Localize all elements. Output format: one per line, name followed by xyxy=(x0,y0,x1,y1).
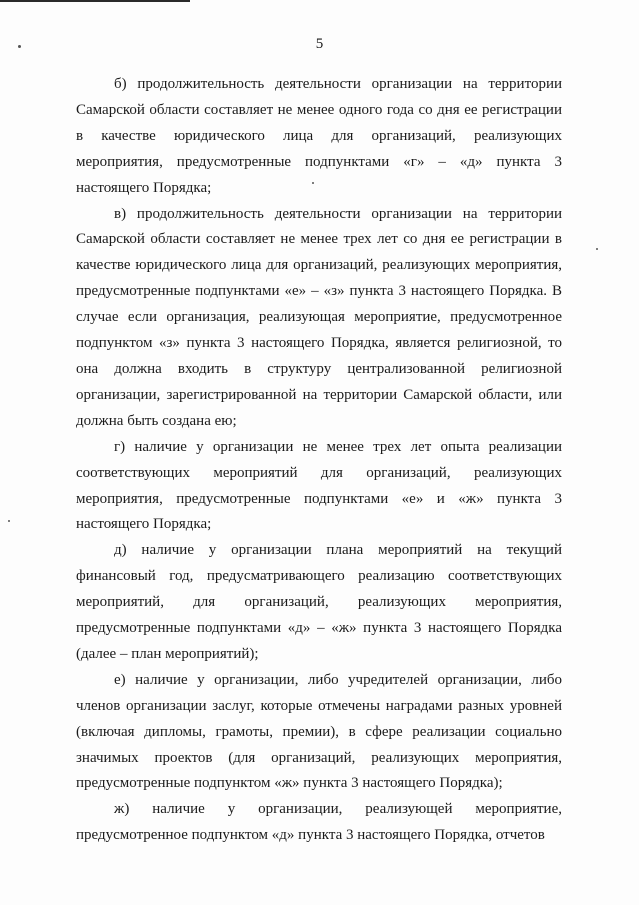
scan-speck xyxy=(8,520,10,522)
paragraph-g: г) наличие у организации не менее трех лет опыта реализации соответствующих мероприятий для организаций, реализующих мероприятия, предусмотренные подпунктами «е» и «ж» пункта 3 настоящего Порядка; xyxy=(76,438,562,533)
paragraph-d: д) наличие у организации плана мероприятий на текущий финансовый год, предусматривающего реализацию соответствующих мероприятий, для организаций, реализующих мероприятия, предусмотренные подпунктами «д» – «ж» пункта 3 настоящего Порядка (далее – план мероприятий); xyxy=(76,542,562,662)
scan-speck xyxy=(596,248,598,250)
paragraph-v: в) продолжительность деятельности организации на территории Самарской области составляет не менее трех лет со дня ее регистрации в качестве юридического лица для организаций, реализующих мероприятия, предусмотренные подпунктами «е» – «з» пункта 3 настоящего Порядка. В случае если организация, реализующая мероприятие, предусмотренное подпунктом «з» пункта 3 настоящего Порядка, является религиозной, то она должна входить в структуру централизованной религиозной организации, зарегистрированной на территории Самарской области, или должна быть создана ею; xyxy=(76,205,562,429)
paragraph-zh: ж) наличие у организации, реализующей мероприятие, предусмотренное подпунктом «д» пункта 3 настоящего Порядка, отчетов xyxy=(76,801,562,844)
page-number: 5 xyxy=(315,36,324,52)
paragraph-e: е) наличие у организации, либо учредителей организации, либо членов организации заслуг, которые отмечены наградами разных уровней (включая дипломы, грамоты, премии), в сфере реализации социально значимых проектов (для организаций, реализующих мероприятия, предусмотренные подпунктом «ж» пункта 3 настоящего Порядка); xyxy=(76,671,562,792)
document-body xyxy=(76,72,562,849)
paragraph-b: б) продолжительность деятельности организации на территории Самарской области составляет не менее одного года со дня ее регистрации в качестве юридического лица для организаций, реализующих мероприятия, предусмотренные подпунктами «г» – «д» пункта 3 настоящего Порядка; xyxy=(76,76,562,196)
top-edge-rule xyxy=(0,0,190,2)
